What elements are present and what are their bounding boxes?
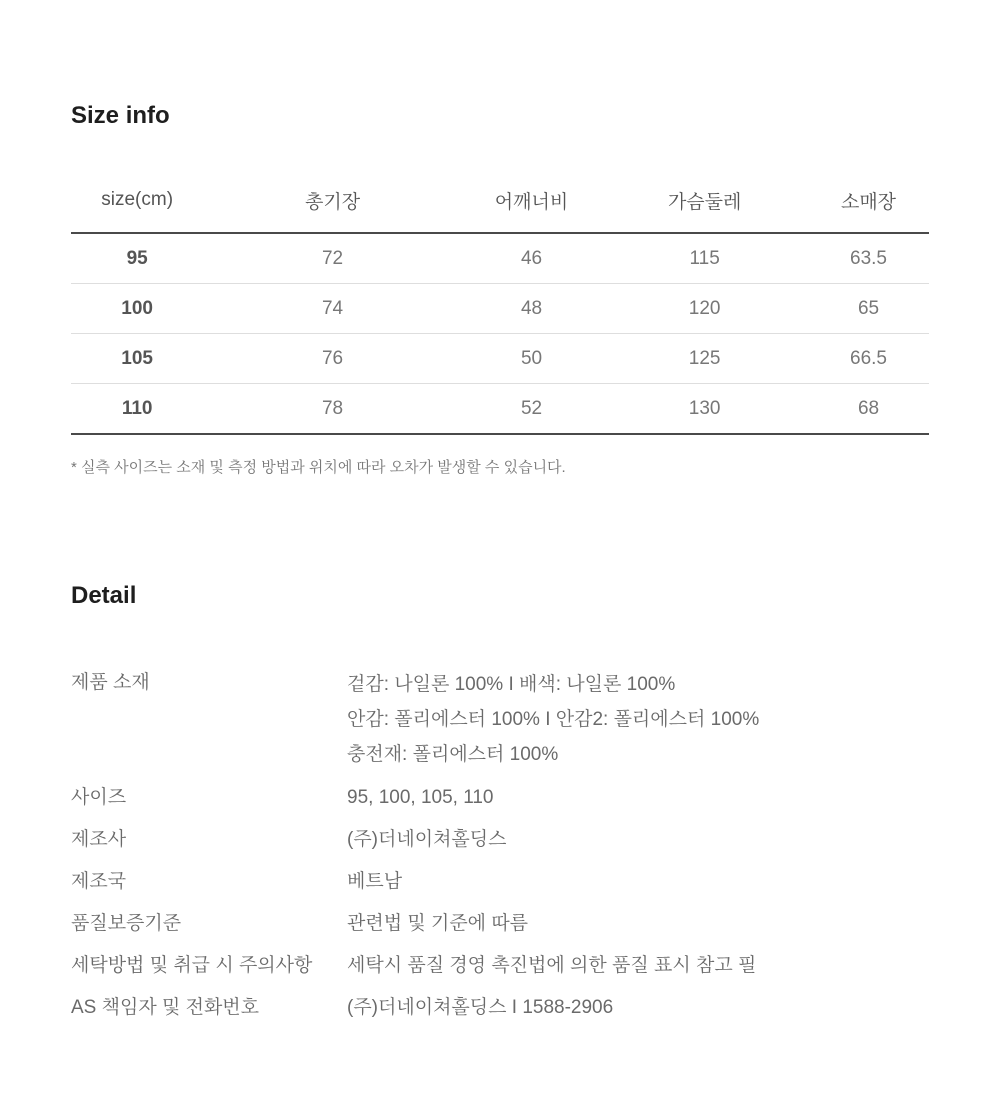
- detail-value: 겉감: 나일론 100% I 배색: 나일론 100%: [347, 674, 676, 695]
- chest-cell: 115: [601, 233, 808, 284]
- detail-row-as-contact: [71, 992, 929, 1024]
- header-total-length: 총기장: [203, 168, 461, 233]
- detail-label: 제조국: [71, 871, 127, 892]
- chest-cell: 120: [601, 284, 808, 334]
- size-table-header-row: [71, 168, 929, 233]
- chest-cell: 125: [601, 334, 808, 384]
- size-cell: 100: [71, 284, 203, 334]
- total-length-cell: 76: [203, 334, 461, 384]
- header-sleeve-length: 소매장: [808, 168, 929, 233]
- detail-label: 제조사: [71, 829, 127, 850]
- detail-value: (주)더네이쳐홀딩스: [347, 829, 507, 850]
- header-size: size(cm): [71, 168, 203, 233]
- detail-label: 제품 소재: [71, 672, 150, 693]
- detail-label: 사이즈: [71, 787, 127, 808]
- total-length-cell: 74: [203, 284, 461, 334]
- shoulder-width-cell: 46: [462, 233, 602, 284]
- detail-row-country: [71, 866, 929, 898]
- detail-row-material: [71, 667, 929, 772]
- detail-values: [347, 992, 929, 1024]
- table-row: [71, 334, 929, 384]
- detail-row-quality: [71, 908, 929, 940]
- chest-cell: 130: [601, 384, 808, 435]
- detail-value: 베트남: [347, 871, 403, 892]
- detail-row-size: [71, 782, 929, 814]
- size-table: [71, 168, 929, 435]
- size-cell: 110: [71, 384, 203, 435]
- detail-values: [347, 908, 929, 940]
- detail-row-manufacturer: [71, 824, 929, 856]
- size-cell: 95: [71, 233, 203, 284]
- detail-value: 95, 100, 105, 110: [347, 787, 494, 808]
- detail-value: (주)더네이쳐홀딩스 I 1588-2906: [347, 997, 614, 1018]
- detail-values: [347, 950, 929, 982]
- detail-row-washing: [71, 950, 929, 982]
- detail-value: 안감: 폴리에스터 100% I 안감2: 폴리에스터 100%: [347, 709, 760, 730]
- total-length-cell: 78: [203, 384, 461, 435]
- header-shoulder-width: 어깨너비: [462, 168, 602, 233]
- detail-values: [347, 866, 929, 898]
- detail-values: [347, 782, 929, 814]
- detail-label: 세탁방법 및 취급 시 주의사항: [71, 955, 313, 976]
- sleeve-length-cell: 68: [808, 384, 929, 435]
- sleeve-length-cell: 65: [808, 284, 929, 334]
- table-row: [71, 233, 929, 284]
- sleeve-length-cell: 66.5: [808, 334, 929, 384]
- table-row: [71, 384, 929, 435]
- detail-value: 관련법 및 기준에 따름: [347, 913, 529, 934]
- detail-values: [347, 824, 929, 856]
- detail-label: AS 책임자 및 전화번호: [71, 997, 260, 1018]
- table-row: [71, 284, 929, 334]
- measurement-note: * 실측 사이즈는 소재 및 측정 방법과 위치에 따라 오차가 발생할 수 있습니다.: [71, 459, 566, 476]
- sleeve-length-cell: 63.5: [808, 233, 929, 284]
- shoulder-width-cell: 50: [462, 334, 602, 384]
- detail-value: 세탁시 품질 경영 촉진법에 의한 품질 표시 참고 필: [347, 955, 757, 976]
- size-info-title: Size info: [71, 102, 170, 129]
- detail-list: [71, 667, 929, 1034]
- detail-values: [347, 667, 929, 772]
- shoulder-width-cell: 52: [462, 384, 602, 435]
- detail-title: Detail: [71, 582, 137, 609]
- detail-value: 충전재: 폴리에스터 100%: [347, 744, 559, 765]
- header-chest: 가슴둘레: [601, 168, 808, 233]
- total-length-cell: 72: [203, 233, 461, 284]
- size-cell: 105: [71, 334, 203, 384]
- shoulder-width-cell: 48: [462, 284, 602, 334]
- detail-label: 품질보증기준: [71, 913, 182, 934]
